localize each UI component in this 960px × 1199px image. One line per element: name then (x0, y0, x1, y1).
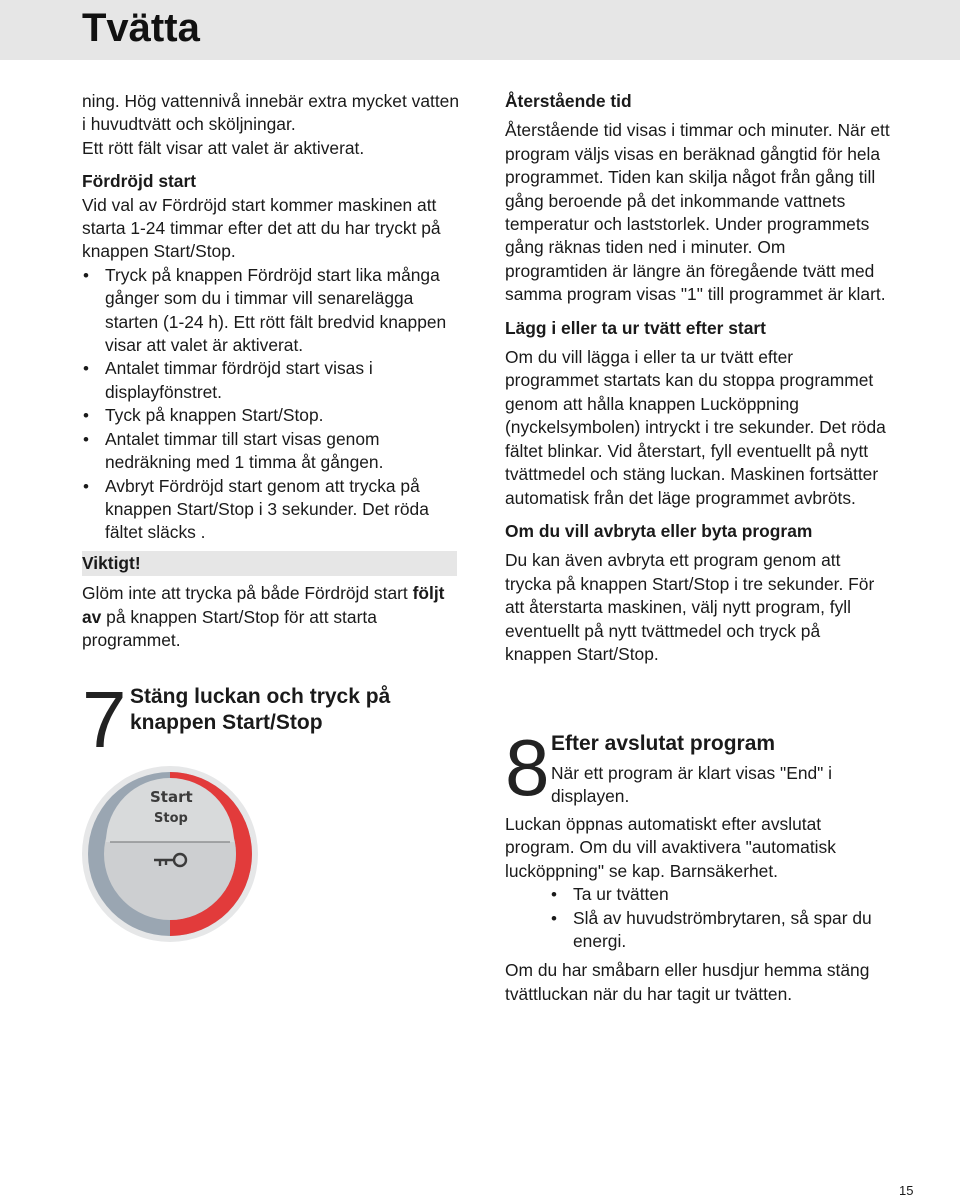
list-item: • Avbryt Fördröjd start genom att trycka på knappen Start/Stop i 3 sekunder. Det röda fältet släcks . (82, 475, 467, 545)
delayed-start-steps (82, 264, 467, 545)
delayed-start-text: Vid val av Fördröjd start kommer maskinen att starta 1-24 timmar efter det att du har tryckt på knappen Start/Stop. (82, 194, 441, 262)
list-item: • Antalet timmar fördröjd start visas i displayfönstret. (82, 357, 467, 404)
step-7-title: Stäng luckan och tryck på knappen Start/Stop (130, 685, 391, 734)
step-8-list (505, 883, 890, 953)
step-8-note: Om du har småbarn eller husdjur hemma stäng tvättluckan när du har tagit ur tvätten. (505, 960, 870, 1004)
page-title: Tvätta (82, 6, 200, 50)
list-item: • Slå av huvudströmbrytaren, så spar du energi. (505, 907, 890, 954)
page-number: 15 (899, 1183, 914, 1198)
knob-start-label: Start (150, 788, 193, 806)
list-item: • Antalet timmar till start visas genom nedräkning med 1 timma åt gången. (82, 428, 467, 475)
step-8-number: 8 (505, 723, 548, 812)
add-laundry-text: Om du vill lägga i eller ta ur tvätt efter programmet startats kan du stoppa programmet genom att hålla knappen Lucköppning (nyckelsymbolen) intryckt i tre sekunder. Det röda fältet blinkar. Vid återstart, fyll eventuellt på nytt tvättmedel och stäng luckan. Maskinen fortsätter automatisk från det läge programmet avbröts. (505, 347, 886, 508)
cancel-program-text: Du kan även avbryta ett program genom att trycka på knappen Start/Stop i tre sekunder. För att återstarta maskinen, välj nytt program, fyll eventuellt på nytt tvättmedel och tryck på knappen Start/Stop. (505, 550, 875, 664)
remaining-time-heading: Återstående tid (505, 91, 632, 111)
step-8-title: Efter avslutat program (551, 732, 776, 755)
step-8-text: Luckan öppnas automatiskt efter avslutat program. Om du vill avaktivera "automatisk lucköppning" se kap. Barnsäkerhet. (505, 814, 836, 881)
important-text-part: på knappen Start/Stop för att starta programmet. (82, 606, 377, 650)
step-8-intro: När ett program är klart visas "End" i displayen. (551, 763, 833, 807)
remaining-time-text: Återstående tid visas i timmar och minuter. När ett program väljs visas en beräknad gångtid för hela programmet. Tiden kan skilja något från gång till gång beroende på det inkommande vattnets temperatur och laststorlek. Under programmets gång räknas tiden ned i minuter. Om programtiden är längre än föregående tvätt med samma program visas "1" till programmet är klart. (505, 120, 890, 305)
knob-stop-label: Stop (154, 811, 188, 826)
cancel-program-heading: Om du vill avbryta eller byta program (505, 520, 813, 541)
step-7-number: 7 (82, 675, 125, 764)
important-text (82, 582, 467, 652)
list-item: • Ta ur tvätten (505, 883, 890, 906)
list-item: • Tyck på knappen Start/Stop. (82, 404, 467, 427)
step-8-body (505, 813, 890, 1006)
list-item: • Tryck på knappen Fördröjd start lika många gånger som du i timmar vill senarelägga starten (1-24 h). Ett rött fält bredvid knappen visar att valet är aktiverat. (82, 264, 467, 358)
add-laundry-heading: Lägg i eller ta ur tvätt efter start (505, 317, 766, 338)
intro-paragraph: ning. Hög vattennivå innebär extra mycket vatten i huvudtvätt och sköljningar. (82, 91, 460, 135)
delayed-start-heading: Fördröjd start (82, 171, 197, 192)
important-text-emphasis: följt av (82, 583, 445, 627)
start-stop-knob (80, 764, 260, 944)
right-column (505, 90, 890, 666)
important-text-part: Glöm inte att trycka på både Fördröjd start (82, 583, 413, 604)
intro-note: Ett rött fält visar att valet är aktiverat. (82, 137, 365, 158)
left-column (82, 90, 467, 652)
important-label: Viktigt! (82, 551, 457, 576)
